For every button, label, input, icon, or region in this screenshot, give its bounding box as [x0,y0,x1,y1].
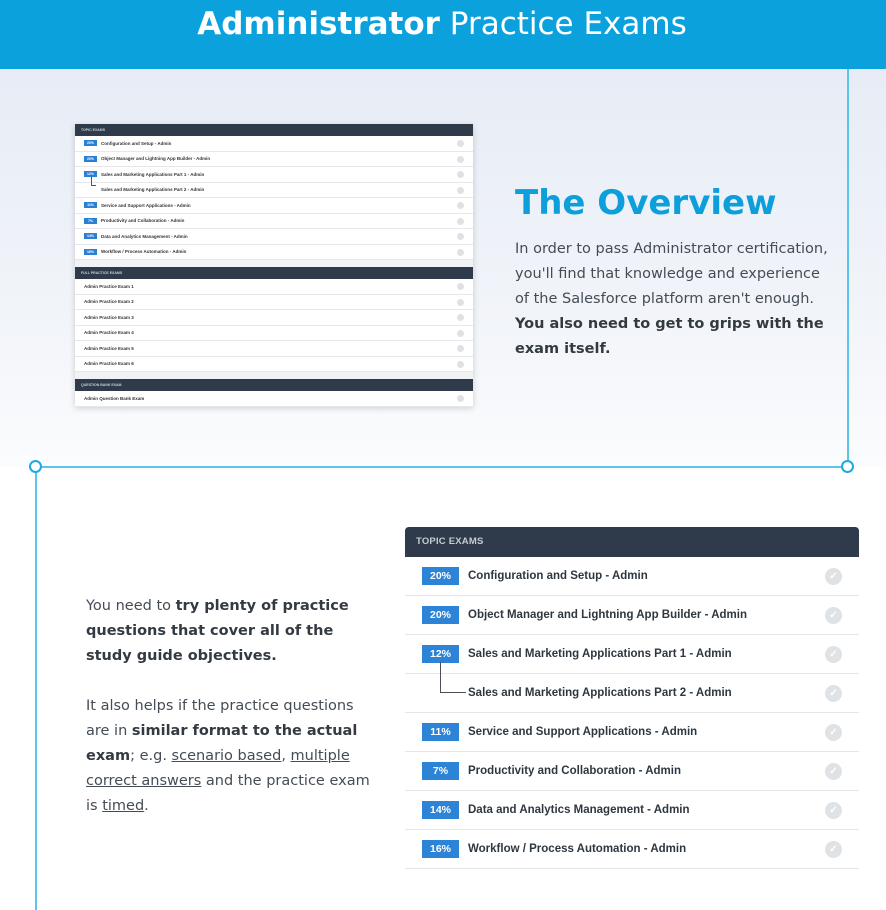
weight-badge: 11% [422,723,459,741]
thumb-row: Admin Question Bank Exam [75,391,473,407]
topic-exam-row[interactable] [405,830,859,869]
connector-node-left [29,460,42,473]
exam-list-thumbnail [75,124,473,406]
topic-exam-label: Service and Support Applications - Admin [468,726,698,738]
thumb-row: 7% Productivity and Collaboration - Admin [75,214,473,230]
topic-exam-label: Sales and Marketing Applications Part 1 - Admin [468,648,732,660]
check-circle-icon: ✓ [825,568,842,585]
thumb-row: Admin Practice Exam 1 [75,279,473,295]
thumb-row: 20% Object Manager and Lightning App Builder - Admin [75,152,473,168]
topic-exam-row[interactable] [405,791,859,830]
thumb-row: Admin Practice Exam 3 [75,310,473,326]
title-rest: Practice Exams [449,5,687,42]
connector-line-left [35,467,37,910]
topic-exam-label: Configuration and Setup - Admin [468,570,648,582]
thumb-bank-header: QUESTION BANK EXAM [75,379,473,391]
weight-badge: 20% [422,606,459,624]
thumb-row: Admin Practice Exam 4 [75,326,473,342]
connector-node-right [841,460,854,473]
topic-exam-label: Sales and Marketing Applications Part 2 - Admin [468,687,732,699]
thumb-row: Admin Practice Exam 6 [75,357,473,373]
topic-exam-row[interactable] [405,713,859,752]
overview-text: In order to pass Administrator certification, you'll find that knowledge and experience of the Salesforce platform aren't enough. You also need to get to grips with the exam itself. [515,241,828,357]
topic-exam-row[interactable] [405,557,859,596]
weight-badge: 14% [422,801,459,819]
title-bold: Administrator [197,5,440,42]
topic-exam-label: Workflow / Process Automation - Admin [468,843,687,855]
thumb-row: 12% Sales and Marketing Applications Part 1 - Admin [75,167,473,183]
topic-exam-label: Data and Analytics Management - Admin [468,804,690,816]
check-circle-icon: ✓ [825,607,842,624]
topic-exam-row[interactable] [405,752,859,791]
check-circle-icon: ✓ [825,763,842,780]
topic-exams-header: TOPIC EXAMS [405,527,859,557]
thumb-row: 14% Data and Analytics Management - Admin [75,229,473,245]
overview-title: The Overview [515,183,777,223]
check-circle-icon: ✓ [825,646,842,663]
practice-advice-text [86,594,376,844]
thumb-topic-header: TOPIC EXAMS [75,124,473,136]
connector-line-right [847,69,849,466]
thumb-row: 11% Service and Support Applications - Admin [75,198,473,214]
topic-exam-row[interactable] [405,674,859,713]
weight-badge: 12% [422,645,459,663]
thumb-row: 16% Workflow / Process Automation - Admin [75,245,473,261]
thumb-row: 20% Configuration and Setup - Admin [75,136,473,152]
advice-paragraph-2: It also helps if the practice questions are in similar format to the actual exam; e.g. scenario based, multiple correct answers and the practice exam is timed. [86,698,370,814]
page-title [197,6,687,42]
topic-exam-label: Productivity and Collaboration - Admin [468,765,681,777]
topic-exam-row[interactable] [405,596,859,635]
page-header [0,0,886,69]
weight-badge: 16% [422,840,459,858]
weight-badge: 7% [422,762,459,780]
advice-paragraph-1: You need to try plenty of practice questions that cover all of the study guide objectives. [86,598,349,664]
topic-exam-label: Object Manager and Lightning App Builder - Admin [468,609,747,621]
check-circle-icon: ✓ [825,802,842,819]
thumb-row: Admin Practice Exam 5 [75,341,473,357]
thumb-row: Sales and Marketing Applications Part 2 - Admin [75,183,473,199]
topic-exams-panel [405,527,859,869]
thumb-practice-header: FULL PRACTICE EXAMS [75,267,473,279]
connector-line-horizontal [36,466,848,468]
check-circle-icon: ✓ [825,841,842,858]
tree-connector [440,662,466,693]
topic-exam-row[interactable] [405,635,859,674]
check-circle-icon: ✓ [825,685,842,702]
thumb-row: Admin Practice Exam 2 [75,295,473,311]
weight-badge: 20% [422,567,459,585]
check-circle-icon: ✓ [825,724,842,741]
